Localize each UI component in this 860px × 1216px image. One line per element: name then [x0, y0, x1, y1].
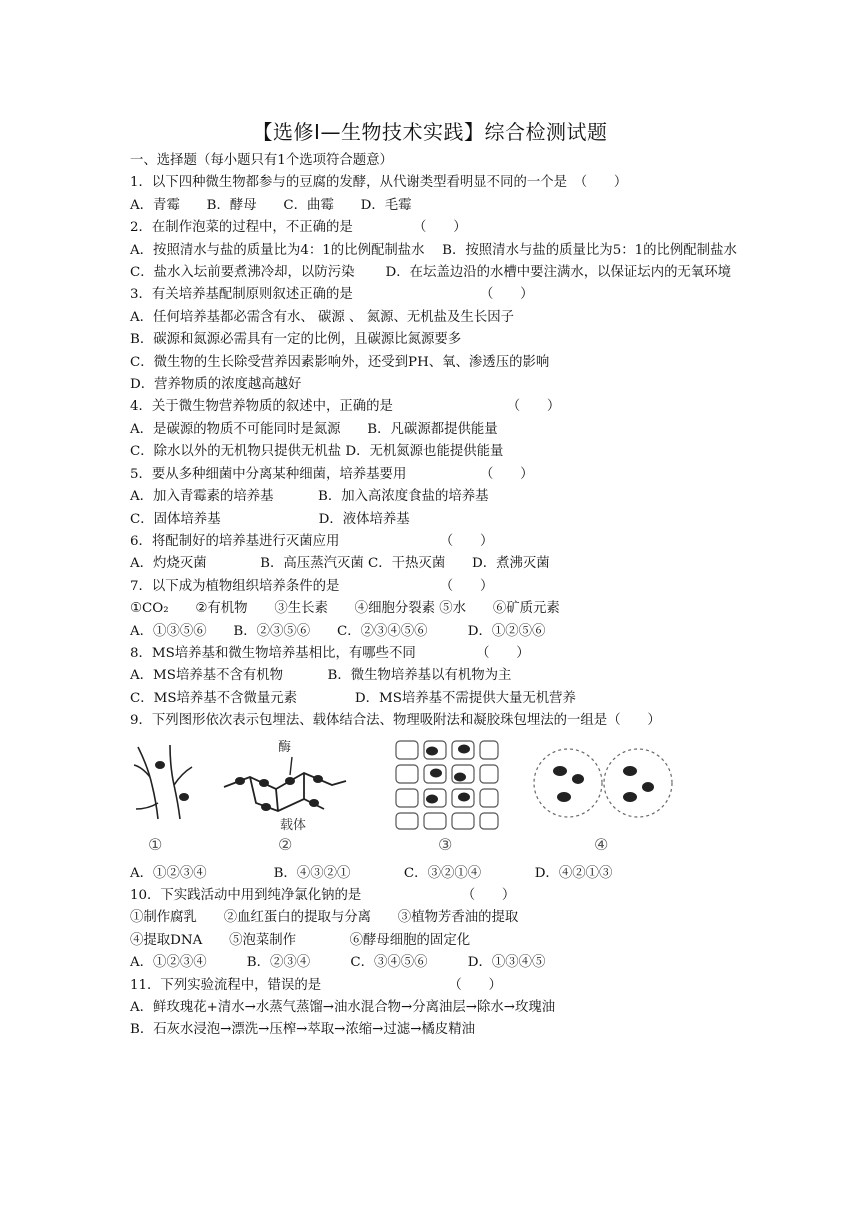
question-line: 9．下列图形依次表示包埋法、载体结合法、物理吸附法和凝胶珠包埋法的一组是（ ）: [130, 713, 661, 729]
question-line: 1．以下四种微生物都参与的豆腐的发酵，从代谢类型看明显不同的一个是 （ ）: [130, 175, 628, 191]
figure-number-3: ③: [438, 835, 453, 855]
option-line: A．加入青霉素的培养基 B．加入高浓度食盐的培养基: [130, 489, 489, 505]
option-line: A．①②③④ B．②③④ C．③④⑤⑥ D．①③④⑤: [130, 955, 546, 971]
question-line: 2．在制作泡菜的过程中，不正确的是 （ ）: [130, 220, 467, 236]
question-line: 4．关于微生物营养物质的叙述中，正确的是 （ ）: [130, 399, 561, 415]
option-line: A．任何培养基都必需含有水、 碳源 、 氮源、无机盐及生长因子: [130, 309, 514, 325]
option-line: A．①②③④ B．④③②① C．③②①④ D．④②①③: [130, 865, 613, 881]
figure-panel-4: [530, 737, 680, 855]
question-content: [130, 150, 740, 1042]
enzyme-label: 酶: [278, 739, 292, 755]
option-line: ④提取DNA ⑤泡菜制作 ⑥酵母细胞的固定化: [130, 932, 471, 948]
section-heading: 一、选择题（每小题只有1个选项符合题意）: [130, 153, 393, 168]
option-line: C．除水以外的无机物只提供无机盐 D．无机氮源也能提供能量: [130, 444, 504, 460]
carrier-label: 载体: [280, 817, 307, 833]
question-line: 5．要从多种细菌中分离某种细菌，培养基要用 （ ）: [130, 466, 534, 482]
option-line: C．MS培养基不含微量元素 D．MS培养基不需提供大量无机营养: [130, 690, 576, 706]
figure-panel-1: [130, 737, 200, 855]
page-title: 【选修Ⅰ—生物技术实践】综合检测试题: [252, 120, 608, 144]
immobilization-figure: [130, 737, 740, 857]
option-line: B．碳源和氮源必需具有一定的比例，且碳源比氮源要多: [130, 332, 462, 348]
option-line: A．鲜玫瑰花+清水→水蒸气蒸馏→油水混合物→分离油层→除水→玫瑰油: [130, 1000, 556, 1015]
option-line: A．灼烧灭菌 B．高压蒸汽灭菌 C．干热灭菌 D．煮沸灭菌: [130, 556, 550, 572]
figure-number-1: ①: [148, 835, 163, 855]
question-line: 3．有关培养基配制原则叙述正确的是 （ ）: [130, 287, 534, 303]
figure-panel-2: [220, 737, 350, 855]
option-line: A．青霉 B．酵母 C．曲霉 D．毛霉: [130, 197, 412, 213]
option-line: B．石灰水浸泡→漂洗→压榨→萃取→浓缩→过滤→橘皮精油: [130, 1022, 475, 1038]
question-line: 6．将配制好的培养基进行灭菌应用 （ ）: [130, 533, 494, 549]
option-line: A．按照清水与盐的质量比为4：1的比例配制盐水 B．按照清水与盐的质量比为5：1的比例配制盐水: [130, 242, 737, 258]
figure-number-4: ④: [594, 835, 609, 855]
figure-number-2: ②: [278, 835, 293, 855]
branch-diagram: [130, 737, 200, 833]
option-line: ①制作腐乳 ②血红蛋白的提取与分离 ③植物芳香油的提取: [130, 910, 519, 926]
option-line: A．MS培养基不含有机物 B．微生物培养基以有机物为主: [130, 668, 512, 684]
option-line: C．固体培养基 D．液体培养基: [130, 511, 410, 527]
question-line: 7．以下成为植物组织培养条件的是 （ ）: [130, 578, 494, 594]
option-line: A．是碳源的物质不可能同时是氮源 B．凡碳源都提供能量: [130, 421, 498, 437]
option-line: A．①③⑤⑥ B．②③⑤⑥ C．②③④⑤⑥ D．①②⑤⑥: [130, 623, 546, 639]
question-line: 10．下实践活动中用到纯净氯化钠的是 （ ）: [130, 887, 516, 903]
gel-bead-diagram: [530, 737, 680, 833]
grid-diagram: [392, 737, 502, 833]
option-line: D．营养物质的浓度越高越好: [130, 377, 302, 393]
figure-panel-3: [392, 737, 502, 855]
question-line: 8．MS培养基和微生物培养基相比，有哪些不同 （ ）: [130, 645, 530, 661]
question-line: 11．下列实验流程中，错误的是 （ ）: [130, 977, 502, 993]
option-line: ①CO₂ ②有机物 ③生长素 ④细胞分裂素 ⑤水 ⑥矿质元素: [130, 601, 560, 617]
option-line: C．盐水入坛前要煮沸冷却，以防污染 D．在坛盖边沿的水槽中要注满水，以保证坛内的无氧环境: [130, 265, 732, 281]
carrier-network-diagram: [220, 737, 350, 837]
option-line: C．微生物的生长除受营养因素影响外，还受到PH、氧、渗透压的影响: [130, 354, 550, 370]
